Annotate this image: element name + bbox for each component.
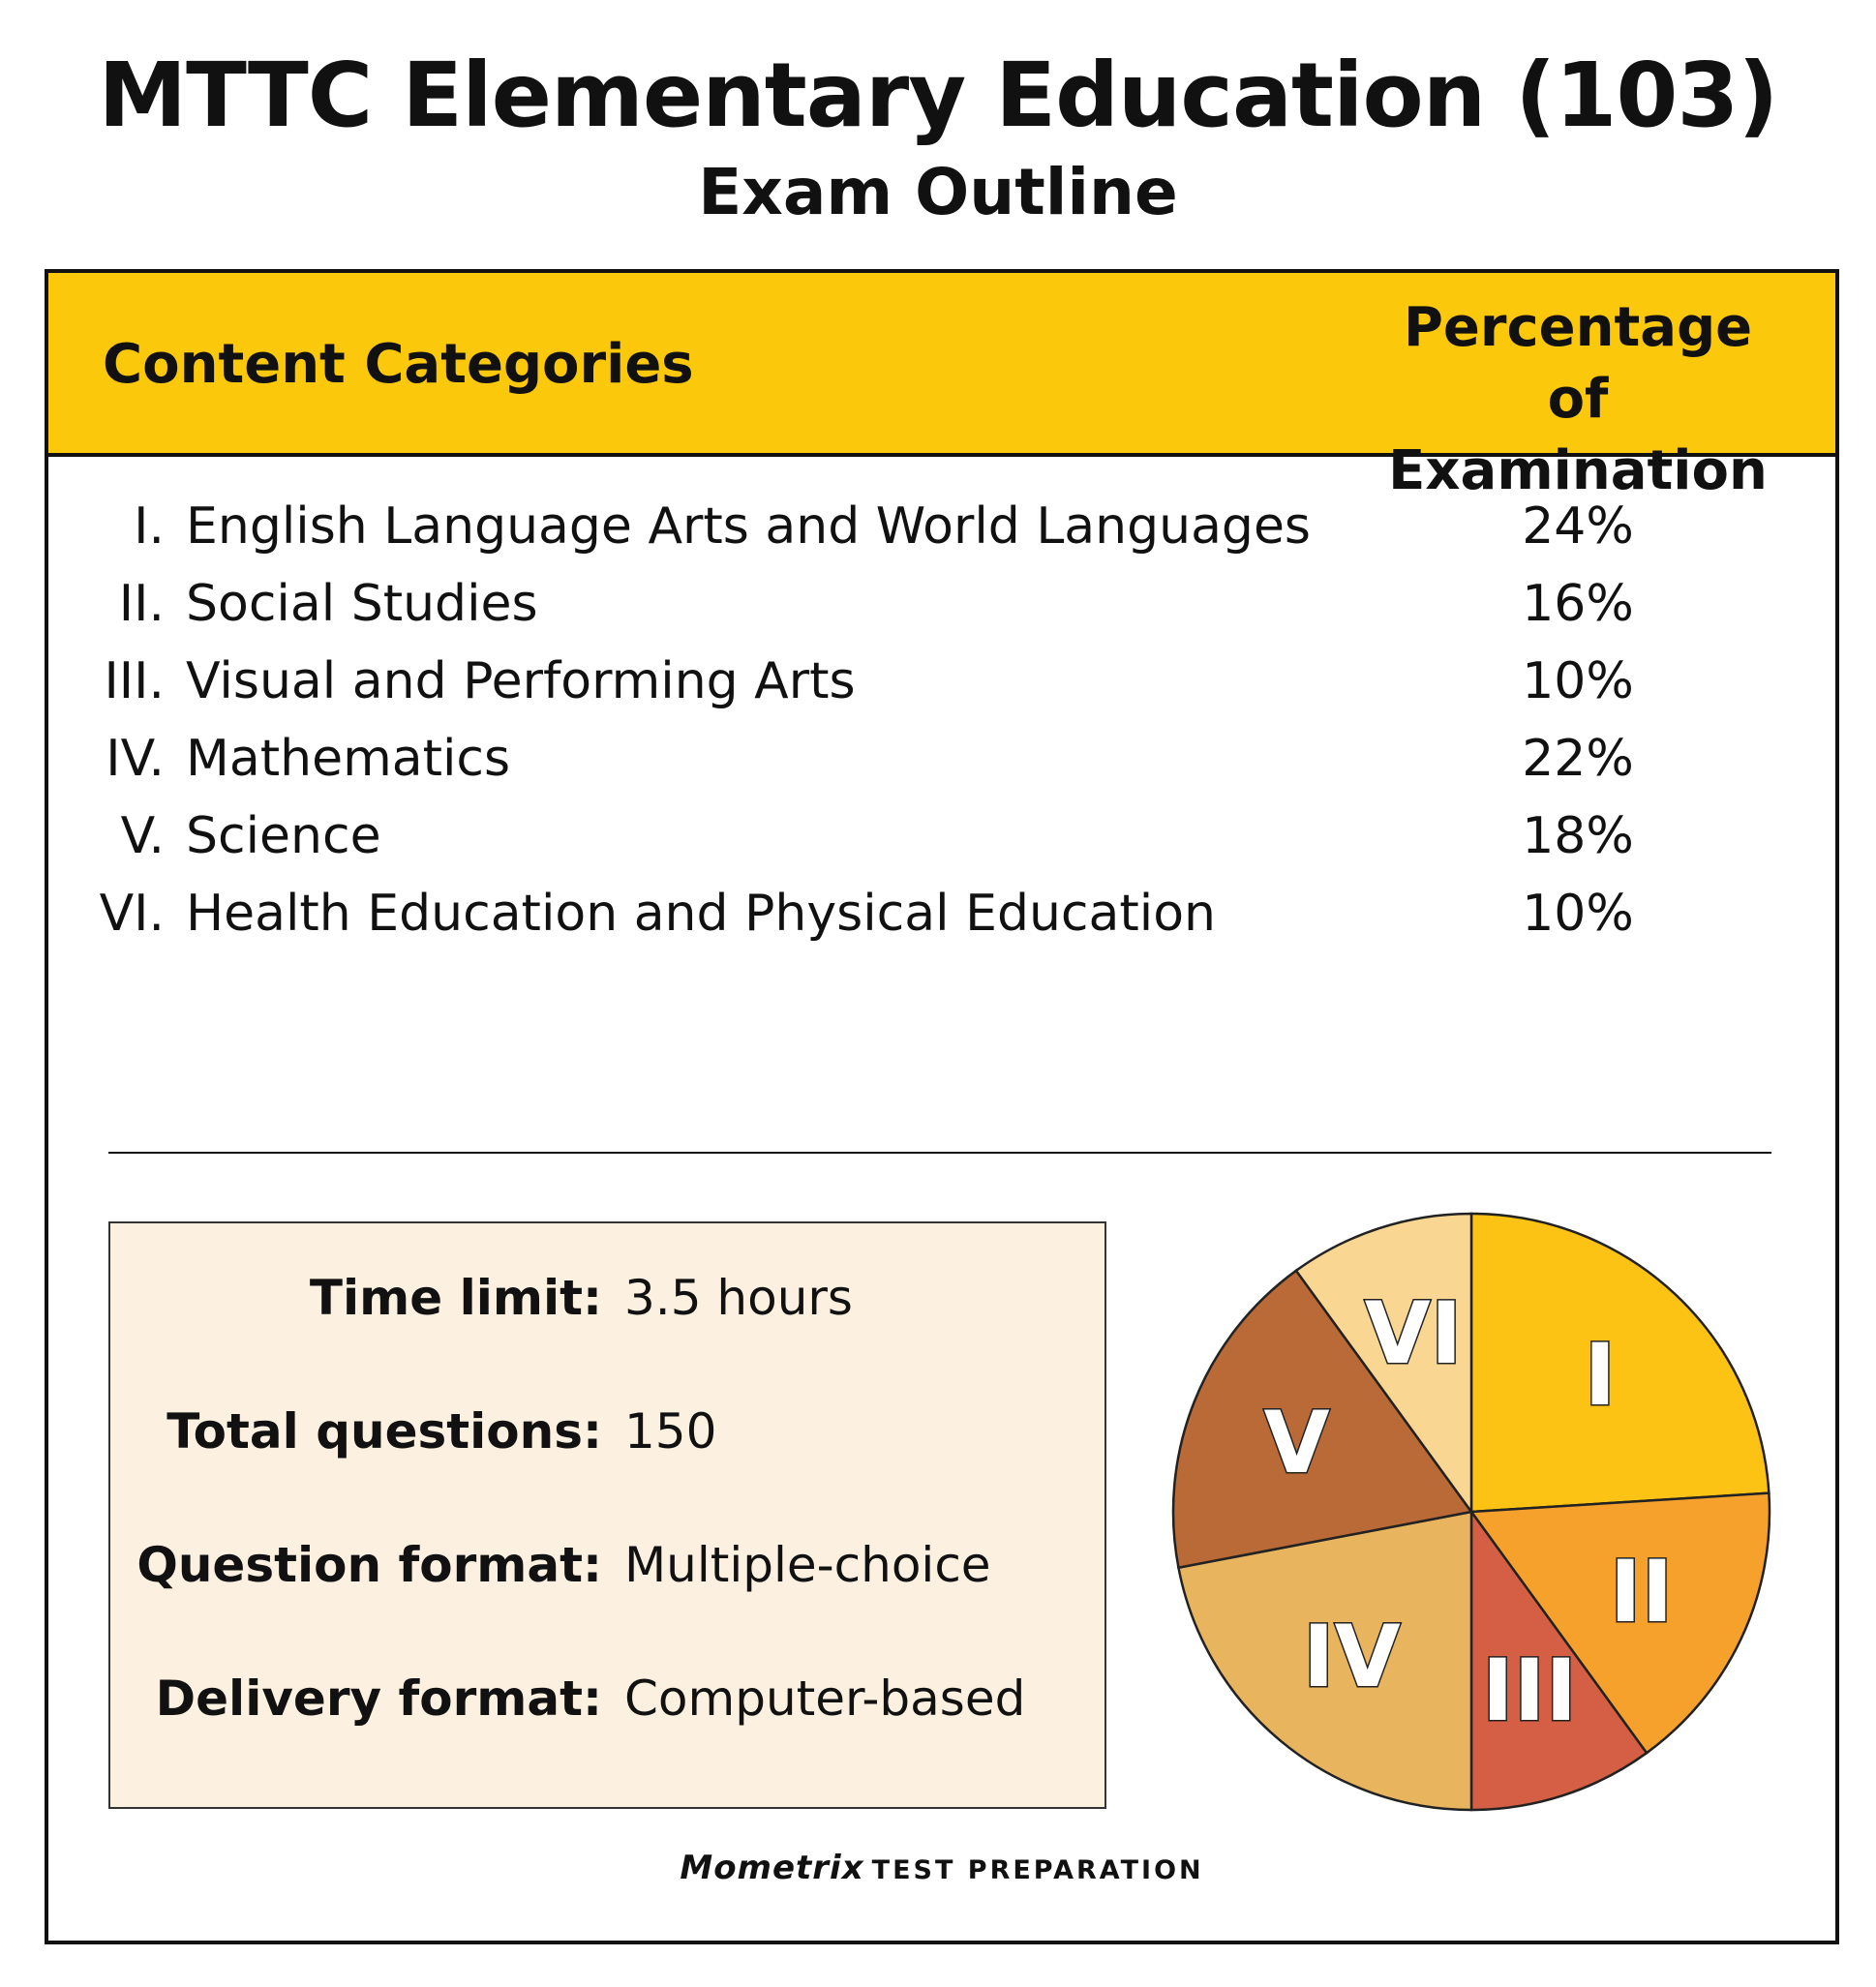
exam-details-box <box>108 1221 1106 1809</box>
row-percentage: 16% <box>1522 575 1634 633</box>
detail-time-limit <box>110 1270 1104 1338</box>
row-category: Health Education and Physical Education <box>186 885 1216 943</box>
page-title: MTTC Elementary Education (103) <box>98 44 1778 147</box>
category-pie-chart <box>1162 1202 1781 1821</box>
row-numeral: II. <box>118 575 165 633</box>
brand-footer <box>48 1849 1835 1887</box>
row-category: Science <box>186 807 381 865</box>
detail-key: Delivery format: <box>155 1671 602 1727</box>
brand-tagline: TEST PREPARATION <box>871 1855 1204 1885</box>
pie-label-iii: III <box>1481 1641 1578 1741</box>
row-numeral: III. <box>104 652 165 710</box>
pie-label-i: I <box>1584 1325 1617 1426</box>
detail-key: Time limit: <box>309 1270 602 1326</box>
row-category: Mathematics <box>186 730 511 788</box>
detail-value: Computer-based <box>624 1671 1026 1727</box>
table-row <box>48 575 1835 652</box>
row-numeral: I. <box>134 497 165 556</box>
pie-label-ii: II <box>1609 1542 1674 1642</box>
row-category: Visual and Performing Arts <box>186 652 856 710</box>
row-numeral: IV. <box>106 730 165 788</box>
detail-key: Total questions: <box>166 1403 602 1460</box>
row-percentage: 10% <box>1522 885 1634 943</box>
pie-slice-i <box>1471 1214 1769 1512</box>
page-subtitle: Exam Outline <box>698 155 1178 229</box>
row-percentage: 24% <box>1522 497 1634 556</box>
table-row <box>48 885 1835 962</box>
outline-panel <box>45 269 1839 1944</box>
table-row <box>48 807 1835 885</box>
row-percentage: 22% <box>1522 730 1634 788</box>
pie-label-vi: VI <box>1364 1282 1463 1383</box>
table-row <box>48 652 1835 730</box>
section-divider <box>108 1152 1771 1154</box>
table-row <box>48 497 1835 575</box>
pie-label-v: V <box>1263 1393 1330 1493</box>
detail-delivery-format <box>110 1671 1104 1738</box>
pie-label-iv: IV <box>1302 1607 1401 1707</box>
table-header <box>48 273 1835 502</box>
detail-total-questions <box>110 1403 1104 1471</box>
header-percentage-line2: Examination <box>1388 439 1768 502</box>
row-category: Social Studies <box>186 575 538 633</box>
detail-key: Question format: <box>136 1537 602 1593</box>
detail-value: 150 <box>624 1403 717 1460</box>
detail-value: 3.5 hours <box>624 1270 853 1326</box>
brand-logo: Mometrix <box>680 1849 864 1887</box>
row-category: English Language Arts and World Languages <box>186 497 1312 556</box>
detail-value: Multiple-choice <box>624 1537 991 1593</box>
header-content-categories: Content Categories <box>103 333 694 396</box>
row-numeral: V. <box>120 807 165 865</box>
detail-question-format <box>110 1537 1104 1605</box>
row-percentage: 10% <box>1522 652 1634 710</box>
row-numeral: VI. <box>99 885 165 943</box>
header-percentage <box>1375 292 1781 507</box>
header-percentage-line1: Percentage of <box>1403 296 1753 431</box>
row-percentage: 18% <box>1522 807 1634 865</box>
table-row <box>48 730 1835 807</box>
